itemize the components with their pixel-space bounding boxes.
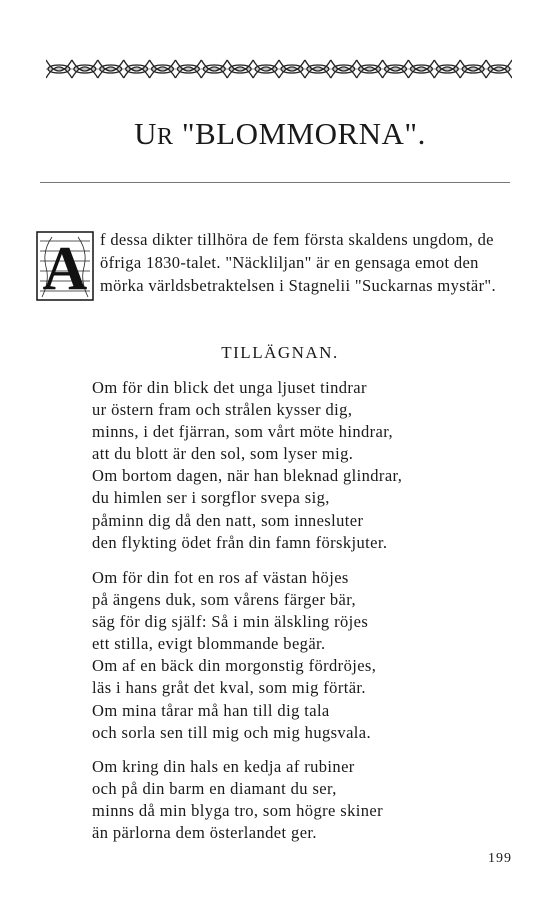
poem-heading: TILLÄGNAN. xyxy=(221,343,339,362)
svg-text:A: A xyxy=(42,235,88,301)
poem-line: du himlen ser i sorgflor svepa sig, xyxy=(92,488,330,508)
stanza-1 xyxy=(92,377,512,554)
poem-line: och sorla sen till mig och mig hugsvala. xyxy=(92,722,372,742)
title-prefix-big: U xyxy=(134,116,158,151)
dropcap-initial xyxy=(36,231,94,301)
title-rule xyxy=(40,182,510,183)
intro-text: f dessa dikter tillhöra de fem första skaldens ungdom, de öfriga 1830-talet. "Näckliljan" är en gensaga emot den mörka världsbetraktelsen i Stagnelii "Suckarnas mystär". xyxy=(100,230,496,295)
poem-line: Om mina tårar må han till dig tala xyxy=(92,700,330,720)
page-title xyxy=(0,116,560,152)
poem-line: och på din barm en diamant du ser, xyxy=(92,779,337,799)
poem-line: än pärlorna dem österlandet ger. xyxy=(92,823,317,843)
header-ornament xyxy=(46,56,512,82)
poem-line: Om för din fot en ros af västan höjes xyxy=(92,568,349,587)
poem-line: minns, i det fjärran, som vårt möte hindrar, xyxy=(92,422,394,442)
title-prefix-small: R xyxy=(157,124,174,150)
intro-paragraph xyxy=(36,229,516,301)
poem-line: Om för din blick det unga ljuset tindrar xyxy=(92,378,367,397)
poem-line: ett stilla, evigt blommande begär. xyxy=(92,634,326,654)
poem-line: påminn dig då den natt, som innesluter xyxy=(92,510,364,530)
poem-line: säg för dig själf: Så i min älskling röjes xyxy=(92,612,369,632)
poem-line: den flykting ödet från din famn förskjuter. xyxy=(92,532,388,552)
dropcap-icon xyxy=(36,231,94,301)
poem-line: Om bortom dagen, när han bleknad glindrar, xyxy=(92,466,403,486)
stanza-3 xyxy=(92,756,512,844)
title-main: "BLOMMORNA". xyxy=(173,116,426,151)
poem-line: läs i hans gråt det kval, som mig förtär. xyxy=(92,678,366,698)
stanza-2 xyxy=(92,567,512,744)
poem-line: på ängens duk, som vårens färger bär, xyxy=(92,590,356,610)
page-number: 199 xyxy=(488,851,512,866)
poem-line: Om kring din hals en kedja af rubiner xyxy=(92,757,355,776)
ornament-icon xyxy=(46,56,512,82)
poem-line: ur östern fram och strålen kysser dig, xyxy=(92,400,353,420)
poem-line: minns då min blyga tro, som högre skiner xyxy=(92,801,383,821)
poem-line: att du blott är den sol, som lyser mig. xyxy=(92,444,354,464)
poem-line: Om af en bäck din morgonstig fördröjes, xyxy=(92,656,377,676)
